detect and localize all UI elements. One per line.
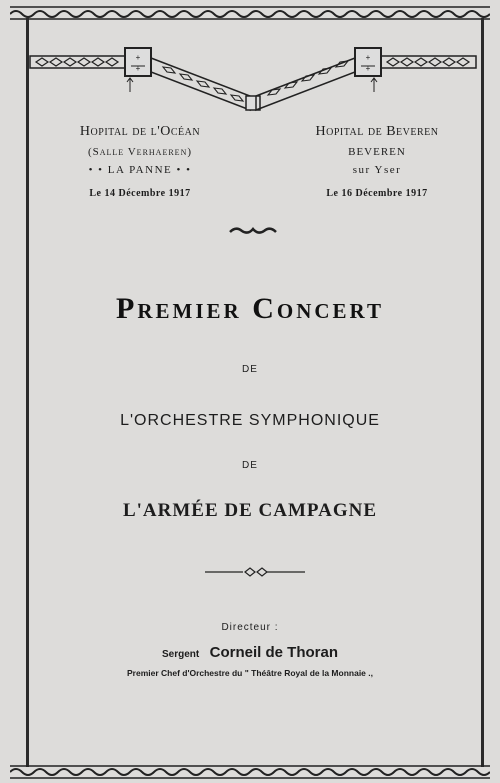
venue-place: • • LA PANNE • • — [88, 164, 192, 176]
svg-text:+: + — [135, 53, 141, 62]
venue-subtitle: BEVEREN — [348, 146, 406, 158]
venue-date: Le 14 Décembre 1917 — [89, 188, 191, 199]
concert-title: Premier Concert — [116, 292, 384, 325]
director-role: Premier Chef d'Orchestre du " Théâtre Royal de la Monnaie ., — [126, 668, 373, 678]
venue-subtitle: (Salle Verhaeren) — [87, 146, 193, 158]
svg-text:+: + — [365, 53, 371, 62]
director-line — [0, 644, 500, 662]
venue-name: Hopital de l'Océan — [79, 124, 201, 139]
divider-ornament — [205, 566, 305, 578]
orchestra-name: L'ORCHESTRE SYMPHONIQUE — [120, 412, 380, 429]
director-name: Corneil de Thoran — [209, 644, 339, 661]
header-ornament — [28, 44, 478, 116]
director-rank: Sergent — [161, 649, 200, 660]
venue-beveren — [277, 124, 477, 199]
de-connector-2: DE — [242, 460, 258, 471]
svg-text:+: + — [365, 64, 371, 73]
venue-date: Le 16 Décembre 1917 — [326, 188, 428, 199]
army-name: L'ARMÉE DE CAMPAGNE — [122, 500, 378, 521]
venue-la-panne — [40, 124, 240, 199]
venue-name: Hopital de Beveren — [315, 124, 439, 139]
flourish-ornament — [228, 224, 278, 238]
bottom-ornamental-border — [10, 765, 490, 779]
director-label: Directeur : — [221, 622, 279, 633]
top-ornamental-border — [10, 6, 490, 20]
de-connector-1: DE — [242, 364, 258, 375]
svg-text:+: + — [135, 64, 141, 73]
venue-place: sur Yser — [352, 164, 402, 176]
